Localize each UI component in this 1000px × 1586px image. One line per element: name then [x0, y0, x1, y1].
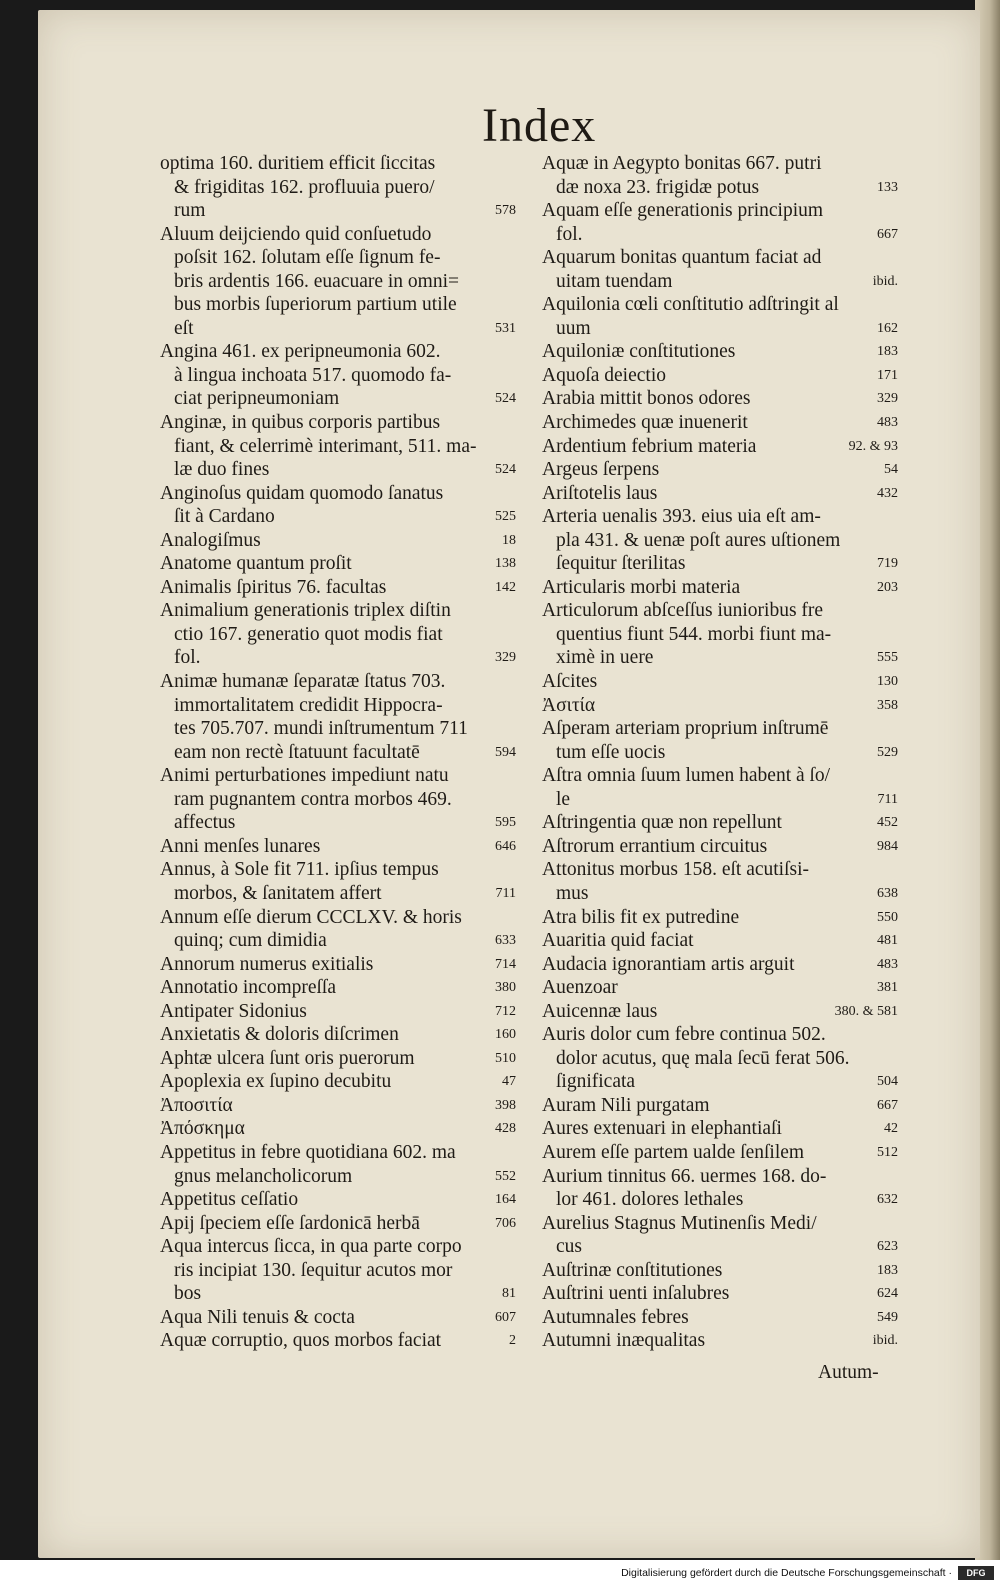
index-entry-line [160, 1235, 516, 1259]
index-entry-line [160, 364, 516, 388]
index-entry-text: Auſtrini uenti inſalubres [542, 1283, 730, 1305]
index-entry-line [542, 670, 898, 694]
index-entry-text: Anginoſus quidam quomodo ſanatus [160, 482, 444, 504]
index-entry-line [160, 929, 516, 953]
index-entry-page: ibid. [872, 273, 898, 289]
index-entry-line [160, 1047, 516, 1071]
index-entry-page: 483 [877, 956, 898, 972]
index-entry-page: 646 [495, 838, 516, 854]
index-entry-line [160, 246, 516, 270]
index-entry-text: Antipater Sidonius [160, 1000, 307, 1022]
index-entry-line [160, 1212, 516, 1236]
index-entry-text: Aquilonia cœli conſtitutio adſtringit al [542, 294, 839, 316]
index-entry-line [542, 1329, 898, 1353]
index-entry-page: 711 [877, 791, 898, 807]
index-entry-text: Aſtra omnia ſuum lumen habent à ſo/ [542, 765, 831, 787]
index-entry-page: 706 [495, 1215, 516, 1231]
index-entry-text: Argeus ſerpens [542, 459, 660, 481]
index-entry-line [160, 694, 516, 718]
index-entry-line [160, 1306, 516, 1330]
index-entry-page: 633 [495, 933, 516, 949]
index-entry-page: 623 [877, 1239, 898, 1255]
index-entry-text: Aquoſa deiectio [542, 364, 666, 386]
index-entry-line [160, 293, 516, 317]
index-entry-text: Anni menſes lunares [160, 835, 321, 857]
index-entry-text: à lingua inchoata 517. quomodo fa- [174, 364, 452, 386]
index-entry-line [542, 270, 898, 294]
index-entry-text: & frigiditas 162. profluuia puero/ [174, 176, 435, 198]
index-entry-line [542, 717, 898, 741]
index-entry-line [542, 976, 898, 1000]
index-entry-text: Aſcites [542, 671, 598, 693]
index-entry-line [542, 1165, 898, 1189]
index-entry-line [160, 764, 516, 788]
index-entry-text: Arteria uenalis 393. eius uia eſt am- [542, 506, 821, 528]
index-entry-line [542, 458, 898, 482]
index-entry-page: 714 [495, 956, 516, 972]
index-entry-line [542, 1306, 898, 1330]
index-entry-line [160, 199, 516, 223]
index-entry-page: 607 [495, 1309, 516, 1325]
index-entry-line [160, 835, 516, 859]
index-entry-line [542, 929, 898, 953]
index-entry-text: rum [174, 200, 206, 222]
index-entry-line [542, 340, 898, 364]
index-entry-page: 624 [877, 1286, 898, 1302]
index-entry-line [542, 906, 898, 930]
index-entry-page: 138 [495, 556, 516, 572]
index-entry-text: mus [556, 882, 589, 904]
index-entry-line [542, 482, 898, 506]
index-entry-line [542, 223, 898, 247]
index-entry-text: Autumnales febres [542, 1306, 689, 1328]
index-entry-text: tes 705.707. mundi inſtrumentum 711 [174, 718, 468, 740]
index-entry-line [542, 1235, 898, 1259]
index-entry-line [160, 223, 516, 247]
index-entry-text: Ἀποσιτία [160, 1094, 233, 1116]
index-entry-line [542, 1047, 898, 1071]
index-entry-text: Animæ humanæ ſeparatæ ſtatus 703. [160, 671, 446, 693]
index-entry-text: Analogiſmus [160, 529, 261, 551]
index-entry-line [542, 811, 898, 835]
index-entry-page: 594 [495, 744, 516, 760]
index-entry-line [542, 788, 898, 812]
index-entry-line [160, 576, 516, 600]
index-entry-line [160, 717, 516, 741]
index-column-right [542, 152, 898, 1353]
index-entry-line [542, 387, 898, 411]
page-title: Index [482, 99, 597, 152]
index-entry-line [160, 623, 516, 647]
index-entry-text: Ardentium febrium materia [542, 435, 757, 457]
index-entry-text: Aurium tinnitus 66. uermes 168. do- [542, 1165, 827, 1187]
index-entry-text: Auſtrinæ conſtitutiones [542, 1259, 723, 1281]
index-entry-text: bris ardentis 166. euacuare in omni= [174, 270, 459, 292]
index-entry-page: 164 [495, 1192, 516, 1208]
index-entry-line [542, 317, 898, 341]
index-entry-text: quentius fiunt 544. morbi fiunt ma- [556, 623, 832, 645]
index-entry-page: 203 [877, 579, 898, 595]
index-entry-page: 510 [495, 1050, 516, 1066]
index-entry-text: eam non rectè ſtatuunt facultatē [174, 741, 420, 763]
index-entry-page: 504 [877, 1074, 898, 1090]
index-entry-line [542, 1023, 898, 1047]
index-entry-line [160, 1070, 516, 1094]
index-entry-line [542, 882, 898, 906]
index-entry-page: 719 [877, 556, 898, 572]
index-entry-page: 524 [495, 462, 516, 478]
index-entry-text: Annum eſſe dierum CCCLXV. & horis [160, 906, 462, 928]
index-entry-text: Anatome quantum proſit [160, 553, 352, 575]
index-entry-text: optima 160. duritiem efficit ſiccitas [160, 153, 436, 174]
index-entry-text: bus morbis ſuperiorum partium utile [174, 294, 457, 316]
index-entry-line [542, 1141, 898, 1165]
index-entry-line [160, 1023, 516, 1047]
index-entry-line [542, 364, 898, 388]
index-entry-line [542, 435, 898, 459]
index-entry-line [160, 152, 516, 176]
index-entry-text: Atra bilis fit ex putredine [542, 906, 740, 928]
index-entry-line [542, 576, 898, 600]
index-entry-text: Anxietatis & doloris diſcrimen [160, 1024, 399, 1046]
index-entry-line [160, 552, 516, 576]
index-entry-line [542, 953, 898, 977]
index-column-left [160, 152, 516, 1353]
index-entry-text: Audacia ignorantiam artis arguit [542, 953, 795, 975]
index-entry-line [160, 1188, 516, 1212]
index-entry-text: fiant, & celerrimè interimant, 511. ma- [174, 435, 477, 457]
index-entry-line [160, 882, 516, 906]
index-entry-line [542, 505, 898, 529]
index-entry-text: poſsit 162. ſolutam eſſe ſignum fe- [174, 247, 441, 269]
index-entry-text: Auenzoar [542, 977, 618, 999]
index-entry-text: eſt [174, 317, 194, 339]
index-entry-text: Arabia mittit bonos odores [542, 388, 751, 410]
index-entry-text: Aquæ in Aegypto bonitas 667. putri [542, 153, 822, 174]
index-entry-line [160, 317, 516, 341]
index-entry-line [542, 599, 898, 623]
index-entry-line [160, 811, 516, 835]
index-entry-line [542, 1000, 898, 1024]
index-entry-text: Auris dolor cum febre continua 502. [542, 1024, 826, 1046]
index-entry-text: Aſtringentia quæ non repellunt [542, 812, 782, 834]
index-entry-line [542, 176, 898, 200]
index-entry-text: læ duo fines [174, 459, 270, 481]
footer-bar [0, 1560, 1000, 1586]
index-entry-text: Aquiloniæ conſtitutiones [542, 341, 736, 363]
index-entry-line [160, 340, 516, 364]
index-entry-text: fol. [556, 223, 583, 245]
index-entry-line [542, 1117, 898, 1141]
index-entry-page: 549 [877, 1309, 898, 1325]
index-entry-line [542, 694, 898, 718]
index-entry-text: ximè in uere [556, 647, 654, 669]
index-entry-text: dæ noxa 23. frigidæ potus [556, 176, 760, 198]
index-entry-line [160, 176, 516, 200]
index-entry-page: 578 [495, 203, 516, 219]
index-entry-line [160, 387, 516, 411]
index-entry-text: Annus, à Sole fit 711. ipſius tempus [160, 859, 439, 881]
index-entry-line [160, 1141, 516, 1165]
index-entry-line [160, 1117, 516, 1141]
index-entry-text: Aſperam arteriam proprium inſtrumē [542, 718, 829, 740]
index-entry-line [542, 1282, 898, 1306]
index-entry-page: 483 [877, 415, 898, 431]
index-entry-page: 711 [495, 885, 516, 901]
index-entry-line [160, 1165, 516, 1189]
index-entry-page: 380 [495, 980, 516, 996]
index-entry-line [542, 552, 898, 576]
index-entry-page: 47 [502, 1074, 516, 1090]
index-entry-text: Apoplexia ex ſupino decubitu [160, 1071, 392, 1093]
index-entry-page: 81 [502, 1286, 516, 1302]
index-entry-page: 525 [495, 509, 516, 525]
index-entry-text: Aquarum bonitas quantum faciat ad [542, 247, 822, 269]
index-entry-line [542, 199, 898, 223]
index-entry-text: ſit à Cardano [174, 506, 275, 528]
index-entry-line [160, 670, 516, 694]
index-entry-text: uitam tuendam [556, 270, 673, 292]
index-entry-line [542, 623, 898, 647]
index-entry-text: Articularis morbi materia [542, 576, 741, 598]
index-entry-line [160, 646, 516, 670]
index-entry-line [542, 411, 898, 435]
index-entry-line [542, 764, 898, 788]
index-entry-page: 381 [877, 980, 898, 996]
index-entry-page: 329 [877, 391, 898, 407]
index-entry-line [542, 1094, 898, 1118]
index-entry-text: Auaritia quid faciat [542, 930, 694, 952]
index-entry-text: dolor acutus, quę mala ſecū ferat 506. [556, 1047, 850, 1069]
index-entry-line [542, 246, 898, 270]
index-entry-text: uum [556, 317, 591, 339]
catchword: Autum- [818, 1362, 879, 1383]
index-entry-text: Annotatio incompreſſa [160, 977, 336, 999]
index-entry-page: 42 [884, 1121, 898, 1137]
index-entry-page: 142 [495, 579, 516, 595]
index-entry-line [542, 646, 898, 670]
index-entry-text: Aures extenuari in elephantiaſi [542, 1118, 782, 1140]
index-entry-text: Autumni inæqualitas [542, 1330, 706, 1352]
index-entry-line [160, 858, 516, 882]
index-entry-page: 481 [877, 933, 898, 949]
dfg-logo: DFG [958, 1566, 994, 1580]
index-entry-line [160, 1329, 516, 1353]
index-entry-page: 130 [877, 674, 898, 690]
index-entry-page: 183 [877, 344, 898, 360]
index-entry-text: lor 461. dolores lethales [556, 1189, 744, 1211]
index-entry-page: 667 [877, 1097, 898, 1113]
index-entry-page: 428 [495, 1121, 516, 1137]
index-entry-page: 171 [877, 367, 898, 383]
index-entry-text: Aquæ corruptio, quos morbos faciat [160, 1330, 442, 1352]
index-entry-page: 552 [495, 1168, 516, 1184]
index-entry-page: 54 [884, 462, 898, 478]
index-entry-page: 2 [509, 1333, 516, 1349]
index-entry-page: 555 [877, 650, 898, 666]
index-entry-text: ctio 167. generatio quot modis fiat [174, 623, 443, 645]
index-entry-line [160, 411, 516, 435]
index-entry-text: Appetitus ceſſatio [160, 1189, 299, 1211]
index-entry-line [542, 741, 898, 765]
index-entry-text: Annorum numerus exitialis [160, 953, 374, 975]
index-entry-page: 984 [877, 838, 898, 854]
index-entry-page: 358 [877, 697, 898, 713]
index-entry-text: Apij ſpeciem eſſe ſardonicā herbā [160, 1212, 420, 1234]
index-entry-page: 638 [877, 885, 898, 901]
index-entry-page: 380. & 581 [834, 1003, 898, 1019]
index-entry-page: 162 [877, 320, 898, 336]
index-entry-page: 329 [495, 650, 516, 666]
index-entry-page: 160 [495, 1027, 516, 1043]
index-entry-text: bos [174, 1283, 202, 1305]
index-entry-text: Aurelius Stagnus Mutinenſis Medi/ [542, 1212, 817, 1234]
index-entry-text: Animalis ſpiritus 76. facultas [160, 576, 387, 598]
index-entry-line [542, 1259, 898, 1283]
index-entry-line [542, 293, 898, 317]
index-entry-text: Aqua Nili tenuis & cocta [160, 1306, 355, 1328]
index-entry-page: 18 [502, 532, 516, 548]
index-entry-text: Animalium generationis triplex diſtin [160, 600, 451, 622]
index-entry-text: Auram Nili purgatam [542, 1094, 710, 1116]
index-entry-line [160, 505, 516, 529]
index-entry-text: morbos, & ſanitatem affert [174, 882, 382, 904]
index-entry-page: 524 [495, 391, 516, 407]
index-entry-text: Auicennæ laus [542, 1000, 658, 1022]
index-entry-text: Anginæ, in quibus corporis partibus [160, 412, 441, 434]
index-entry-page: 531 [495, 320, 516, 336]
footer-credit: Digitalisierung gefördert durch die Deutsche Forschungsgemeinschaft · [621, 1567, 952, 1579]
index-entry-line [542, 835, 898, 859]
index-entry-text: Aquam eſſe generationis principium [542, 200, 824, 222]
index-entry-page: 92. & 93 [848, 438, 898, 454]
index-entry-text: Aphtæ ulcera ſunt oris puerorum [160, 1047, 415, 1069]
index-entry-text: quinq; cum dimidia [174, 930, 327, 952]
index-entry-line [160, 906, 516, 930]
index-entry-text: Archimedes quæ inuenerit [542, 412, 748, 434]
index-entry-line [160, 270, 516, 294]
index-entry-text: cus [556, 1236, 582, 1258]
index-entry-text: ciat peripneumoniam [174, 388, 340, 410]
index-entry-text: pla 431. & uenæ poſt aures uſtionem [556, 529, 841, 551]
index-entry-line [542, 1212, 898, 1236]
index-entry-text: affectus [174, 812, 236, 834]
index-entry-line [160, 529, 516, 553]
index-entry-text: tum eſſe uocis [556, 741, 666, 763]
index-entry-text: Ἀπόσκημα [160, 1118, 245, 1140]
index-entry-text: Aluum deijciendo quid conſuetudo [160, 223, 432, 245]
index-entry-text: ſequitur ſterilitas [556, 553, 686, 575]
index-entry-text: ſignificata [556, 1071, 636, 1093]
index-entry-line [160, 788, 516, 812]
index-entry-text: Aſtrorum errantium circuitus [542, 835, 768, 857]
index-entry-text: gnus melancholicorum [174, 1165, 353, 1187]
index-entry-text: Articulorum abſceſſus iunioribus fre [542, 600, 824, 622]
index-entry-page: 512 [877, 1144, 898, 1160]
index-entry-line [542, 1188, 898, 1212]
index-entry-line [160, 741, 516, 765]
index-entry-text: Ariſtotelis laus [542, 482, 658, 504]
index-entry-text: ris incipiat 130. ſequitur acutos mor [174, 1259, 453, 1281]
index-entry-line [160, 976, 516, 1000]
index-entry-page: 452 [877, 815, 898, 831]
index-entry-line [160, 482, 516, 506]
index-entry-page: 595 [495, 815, 516, 831]
index-entry-page: 133 [877, 179, 898, 195]
index-entry-line [542, 858, 898, 882]
index-entry-text: Appetitus in febre quotidiana 602. ma [160, 1141, 456, 1163]
index-entry-text: Animi perturbationes impediunt natu [160, 765, 449, 787]
index-entry-page: ibid. [872, 1333, 898, 1349]
index-entry-page: 529 [877, 744, 898, 760]
index-entry-line [542, 529, 898, 553]
index-entry-line [160, 458, 516, 482]
index-entry-line [160, 1259, 516, 1283]
index-entry-text: Aurem eſſe partem ualde ſenſilem [542, 1141, 805, 1163]
index-entry-line [160, 1282, 516, 1306]
index-entry-line [160, 953, 516, 977]
index-entry-line [160, 435, 516, 459]
index-entry-page: 632 [877, 1192, 898, 1208]
index-entry-page: 183 [877, 1262, 898, 1278]
index-entry-text: Attonitus morbus 158. eſt acutiſsi- [542, 859, 810, 881]
index-entry-page: 398 [495, 1097, 516, 1113]
index-entry-text: ram pugnantem contra morbos 469. [174, 788, 452, 810]
index-entry-page: 712 [495, 1003, 516, 1019]
index-entry-page: 550 [877, 909, 898, 925]
index-entry-text: Ἀσιτία [542, 694, 596, 716]
index-entry-line [542, 1070, 898, 1094]
index-entry-text: Aqua intercus ſicca, in qua parte corpo [160, 1236, 462, 1258]
index-entry-line [160, 1000, 516, 1024]
index-entry-text: Angina 461. ex peripneumonia 602. [160, 341, 441, 363]
index-entry-line [160, 1094, 516, 1118]
index-entry-line [160, 599, 516, 623]
index-entry-page: 667 [877, 226, 898, 242]
index-entry-text: le [556, 788, 571, 810]
index-entry-page: 432 [877, 485, 898, 501]
index-entry-text: fol. [174, 647, 201, 669]
index-entry-text: immortalitatem credidit Hippocra- [174, 694, 443, 716]
index-entry-line [542, 152, 898, 176]
